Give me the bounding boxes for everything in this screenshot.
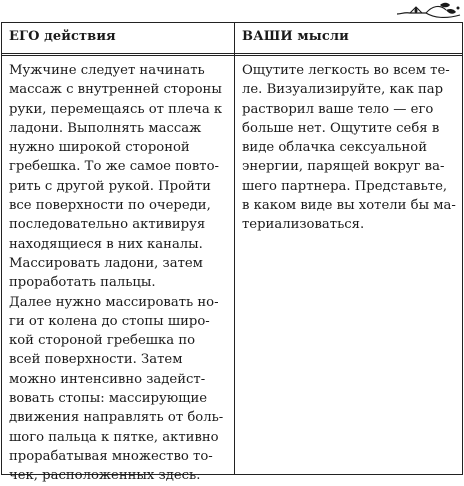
left-text-line: рить с другой рукой. Пройти [9,178,211,194]
left-text-line: массаж с внутренней стороны [9,82,222,98]
left-text-line: все поверхности по очереди, [9,198,211,214]
left-text-line: кой стороной гребешка по [9,333,196,349]
left-text-line: можно интенсивно задейст- [9,371,206,387]
right-text-line: растворил ваше тело — его [242,101,434,117]
right-column-header: ВАШИ мысли [242,29,349,44]
header-double-rule [2,55,462,56]
right-text-line: териализоваться. [242,217,365,233]
left-text-line: Массировать ладони, затем [9,255,203,271]
right-text-line: шего партнера. Представьте, [242,178,448,194]
column-divider [234,23,235,474]
left-text-line: последовательно активируя [9,217,206,233]
right-text-line: Ощутите легкость во всем те- [242,63,450,78]
left-text-line: Далее нужно массировать но- [9,294,219,310]
left-text-line: прорабатывая множество то- [9,448,213,464]
right-text-line: ле. Визуализируйте, как пар [242,82,444,98]
right-text-line: виде облачка сексуальной [242,140,427,156]
left-text-line: руки, перемещаясь от плеча к [9,101,223,117]
left-text-line: движения направлять от боль- [9,410,224,426]
left-text-line: проработать пальцы. [9,275,156,291]
right-text-line: в каком виде вы хотели бы ма- [242,198,456,214]
right-column-text [242,61,462,235]
left-text-line: гребешка. То же самое повто- [9,159,219,175]
header-rule [2,53,462,54]
left-column-header: ЕГО действия [9,29,116,44]
left-text-line: ладони. Выполнять массаж [9,120,202,136]
right-text-line: больше нет. Ощутите себя в [242,120,440,136]
right-text-line: энергии, парящей вокруг ва- [242,159,445,175]
left-text-line: вовать стопы: массирующие [9,391,208,407]
floral-ornament-icon [396,2,462,20]
left-text-line: нужно широкой стороной [9,140,190,156]
left-text-line: ги от колена до стопы широ- [9,313,210,329]
left-column-text [9,61,233,486]
left-text-line: всей поверхности. Затем [9,352,183,368]
left-text-line: шого пальца к пятке, активно [9,429,219,445]
left-text-line: Мужчине следует начинать [9,63,205,78]
left-text-line: находящиеся в них каналы. [9,236,203,252]
left-text-line: чек, расположенных здесь. [9,468,201,484]
two-column-table [1,22,463,484]
